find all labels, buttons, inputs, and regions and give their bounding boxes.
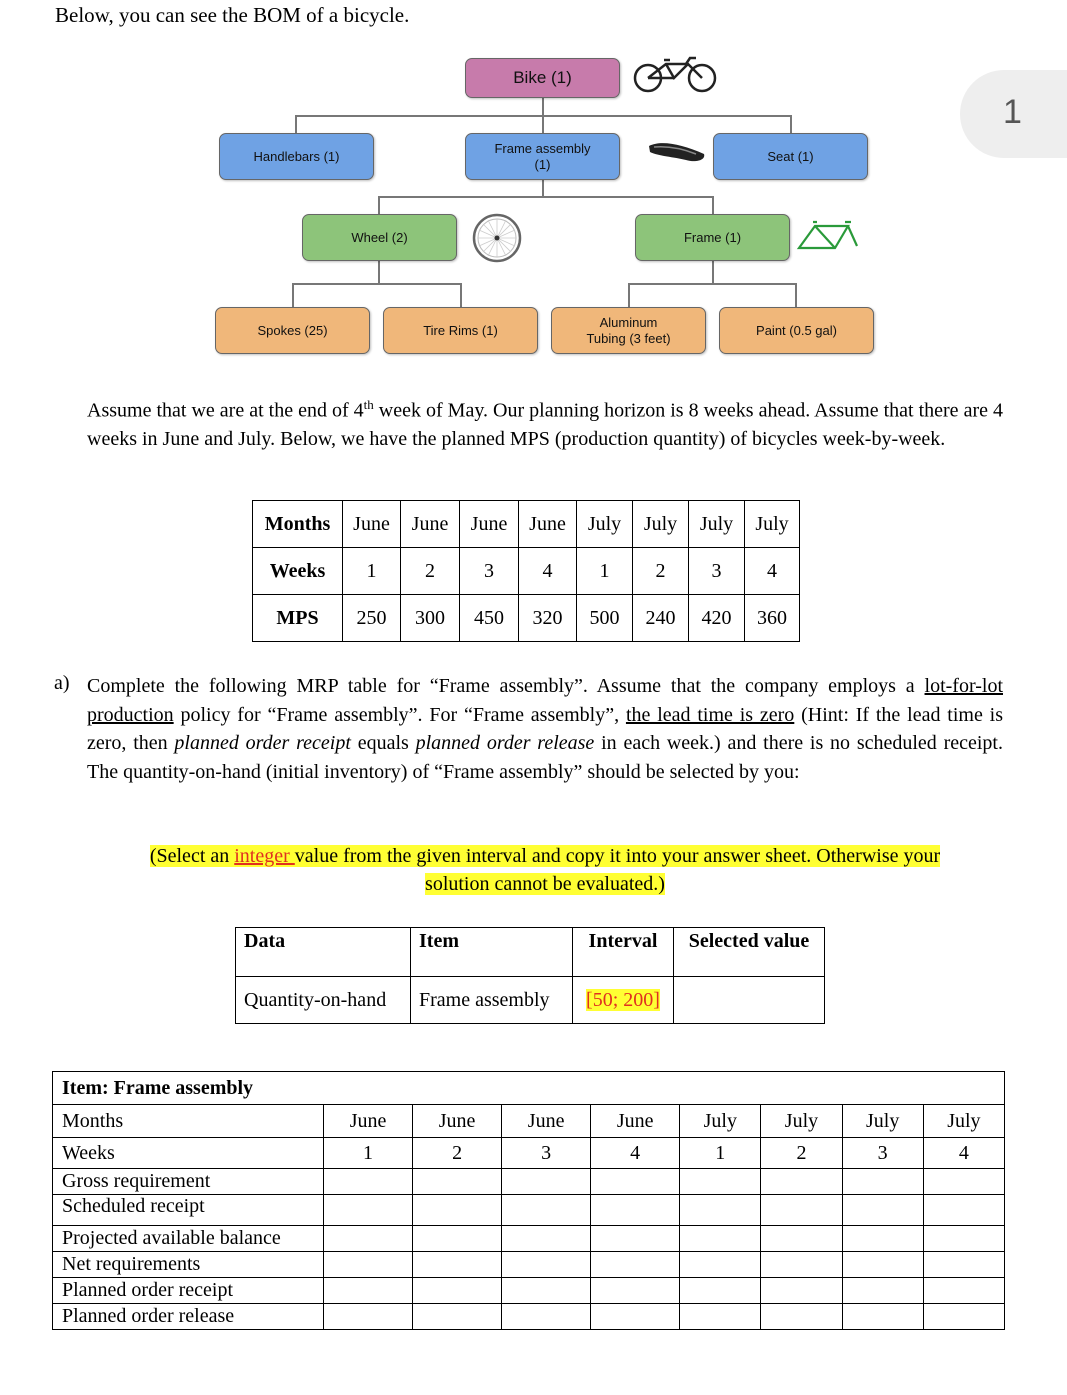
mrp-cell[interactable] xyxy=(324,1252,413,1278)
assume-paragraph xyxy=(87,391,1003,454)
mrp-cell[interactable] xyxy=(680,1278,761,1304)
mrp-planned-receipt-row xyxy=(53,1278,1005,1304)
mps-week-cell: 3 xyxy=(460,548,519,595)
mrp-row-label: Net requirements xyxy=(53,1252,324,1278)
mrp-week-cell: 3 xyxy=(842,1138,923,1169)
mps-month-cell: July xyxy=(689,501,745,548)
mrp-cell[interactable] xyxy=(324,1304,413,1330)
mrp-cell[interactable] xyxy=(842,1226,923,1252)
selected-value-cell[interactable] xyxy=(674,977,825,1024)
mrp-row-label: Gross requirement xyxy=(53,1169,324,1195)
mps-value-cell: 240 xyxy=(633,595,689,642)
mps-value-cell: 360 xyxy=(745,595,800,642)
mrp-months-label: Months xyxy=(53,1105,324,1138)
mps-weeks-label: Weeks xyxy=(253,548,343,595)
mrp-title: Item: Frame assembly xyxy=(53,1072,1005,1105)
question-underline-2: the lead time is zero xyxy=(625,703,795,726)
mrp-net-requirements-row xyxy=(53,1252,1005,1278)
bicycle-icon xyxy=(628,56,722,94)
connector xyxy=(378,196,380,214)
connector xyxy=(292,283,461,285)
intro-text: Below, you can see the BOM of a bicycle. xyxy=(55,3,410,27)
node-spokes: Spokes (25) xyxy=(215,307,370,354)
mrp-title-row xyxy=(53,1072,1005,1105)
selection-table xyxy=(235,927,825,1024)
mps-table xyxy=(252,500,800,642)
selection-note xyxy=(110,842,980,898)
mrp-cell[interactable] xyxy=(842,1304,923,1330)
node-paint: Paint (0.5 gal) xyxy=(719,307,874,354)
node-bike: Bike (1) xyxy=(465,58,620,98)
mrp-cell[interactable] xyxy=(502,1278,591,1304)
node-frame-assembly xyxy=(465,133,620,180)
mps-month-cell: June xyxy=(519,501,577,548)
node-seat: Seat (1) xyxy=(713,133,868,180)
node-tire-rims: Tire Rims (1) xyxy=(383,307,538,354)
mrp-month-cell: July xyxy=(842,1105,923,1138)
mps-month-cell: July xyxy=(745,501,800,548)
mrp-cell[interactable] xyxy=(761,1252,842,1278)
selection-header-selected: Selected value xyxy=(674,928,825,977)
mrp-month-cell: July xyxy=(761,1105,842,1138)
connector xyxy=(628,283,796,285)
mrp-scheduled-receipt-row xyxy=(53,1195,1005,1226)
mps-weeks-row xyxy=(253,548,800,595)
mrp-cell[interactable] xyxy=(761,1195,842,1226)
mrp-month-cell: June xyxy=(591,1105,680,1138)
question-italic-2: planned order release xyxy=(415,732,595,754)
connector xyxy=(790,115,792,133)
question-text-3: (Hint: If the lead time is zero, then xyxy=(87,703,1003,754)
node-frame-assembly-line1: Frame assembly xyxy=(494,140,591,156)
question-text-5: in each week.) and there is no scheduled receipt. The quantity-on-hand (initial inventory) of “Frame assembly” should be selected by you: xyxy=(87,732,1003,783)
mrp-cell[interactable] xyxy=(324,1195,413,1226)
mps-month-cell: June xyxy=(343,501,401,548)
mrp-cell[interactable] xyxy=(923,1278,1004,1304)
mrp-week-cell: 1 xyxy=(680,1138,761,1169)
selection-header-item: Item xyxy=(411,928,573,977)
mps-months-row xyxy=(253,501,800,548)
node-aluminum-tubing xyxy=(551,307,706,354)
interval-value: [50; 200] xyxy=(586,988,660,1011)
mrp-cell[interactable] xyxy=(923,1195,1004,1226)
mps-label: MPS xyxy=(253,595,343,642)
mrp-cell[interactable] xyxy=(842,1278,923,1304)
mrp-row-label: Planned order release xyxy=(53,1304,324,1330)
bike-frame-icon xyxy=(793,218,863,254)
mrp-cell[interactable] xyxy=(923,1252,1004,1278)
mps-week-cell: 2 xyxy=(633,548,689,595)
mrp-month-cell: July xyxy=(923,1105,1004,1138)
note-text-3: solution cannot be evaluated.) xyxy=(425,873,665,895)
connector xyxy=(628,283,630,307)
connector xyxy=(378,261,380,283)
mps-week-cell: 2 xyxy=(401,548,460,595)
mrp-cell[interactable] xyxy=(761,1278,842,1304)
connector xyxy=(712,261,714,283)
mrp-cell[interactable] xyxy=(842,1195,923,1226)
mps-value-cell: 500 xyxy=(577,595,633,642)
mrp-cell[interactable] xyxy=(591,1278,680,1304)
mps-value-cell: 450 xyxy=(460,595,519,642)
mrp-cell[interactable] xyxy=(680,1195,761,1226)
mrp-month-cell: July xyxy=(680,1105,761,1138)
connector xyxy=(295,115,791,117)
mrp-week-cell: 2 xyxy=(761,1138,842,1169)
page-number: 1 xyxy=(1003,93,1022,131)
mps-value-cell: 300 xyxy=(401,595,460,642)
mrp-cell[interactable] xyxy=(842,1169,923,1195)
mrp-cell[interactable] xyxy=(324,1226,413,1252)
mps-month-cell: July xyxy=(577,501,633,548)
mrp-cell[interactable] xyxy=(591,1304,680,1330)
assume-text-1: Assume that we are at the end of 4 xyxy=(87,399,364,422)
connector xyxy=(795,283,797,307)
mrp-months-row xyxy=(53,1105,1005,1138)
mrp-cell[interactable] xyxy=(502,1195,591,1226)
mps-value-cell: 420 xyxy=(689,595,745,642)
mps-value-cell: 320 xyxy=(519,595,577,642)
connector xyxy=(712,196,714,214)
saddle-icon xyxy=(646,138,708,168)
mrp-cell[interactable] xyxy=(761,1226,842,1252)
mrp-cell[interactable] xyxy=(413,1304,502,1330)
mrp-cell[interactable] xyxy=(413,1169,502,1195)
mrp-row-label: Projected available balance xyxy=(53,1226,324,1252)
mrp-cell[interactable] xyxy=(680,1226,761,1252)
mps-week-cell: 4 xyxy=(745,548,800,595)
connector xyxy=(378,196,713,198)
question-label: a) xyxy=(54,672,70,694)
question-text-4: equals xyxy=(350,732,416,754)
mrp-cell[interactable] xyxy=(842,1252,923,1278)
mrp-month-cell: June xyxy=(413,1105,502,1138)
mrp-week-cell: 4 xyxy=(923,1138,1004,1169)
mrp-cell[interactable] xyxy=(502,1226,591,1252)
assume-sup: th xyxy=(363,397,374,412)
mrp-week-cell: 4 xyxy=(591,1138,680,1169)
mrp-cell[interactable] xyxy=(502,1169,591,1195)
selection-header-interval: Interval xyxy=(573,928,674,977)
mrp-cell[interactable] xyxy=(413,1278,502,1304)
selection-interval-cell xyxy=(573,977,674,1024)
selection-header-row xyxy=(236,928,825,977)
mps-week-cell: 3 xyxy=(689,548,745,595)
mrp-cell[interactable] xyxy=(502,1304,591,1330)
node-frame: Frame (1) xyxy=(635,214,790,261)
mrp-cell[interactable] xyxy=(923,1304,1004,1330)
selection-item-cell: Frame assembly xyxy=(411,977,573,1024)
mrp-cell[interactable] xyxy=(591,1169,680,1195)
mrp-gross-requirement-row xyxy=(53,1169,1005,1195)
mrp-weeks-label: Weeks xyxy=(53,1138,324,1169)
mrp-cell[interactable] xyxy=(591,1252,680,1278)
node-wheel: Wheel (2) xyxy=(302,214,457,261)
node-aluminum-line2: Tubing (3 feet) xyxy=(586,330,671,346)
question-text-1: Complete the following MRP table for “Frame assembly”. Assume that the company employs a xyxy=(87,675,925,697)
mrp-cell[interactable] xyxy=(413,1195,502,1226)
mrp-month-cell: June xyxy=(324,1105,413,1138)
mrp-cell[interactable] xyxy=(680,1304,761,1330)
question-paragraph xyxy=(87,672,1003,786)
mrp-cell[interactable] xyxy=(923,1169,1004,1195)
mrp-week-cell: 3 xyxy=(502,1138,591,1169)
selection-header-data: Data xyxy=(236,928,411,977)
mps-week-cell: 4 xyxy=(519,548,577,595)
question-underline-1: lot-for-lot production xyxy=(87,675,1003,726)
mps-month-cell: June xyxy=(460,501,519,548)
note-text-2: value from the given interval and copy it into your answer sheet. Otherwise your xyxy=(294,845,941,867)
mrp-cell[interactable] xyxy=(502,1252,591,1278)
mps-months-label: Months xyxy=(253,501,343,548)
mrp-cell[interactable] xyxy=(923,1226,1004,1252)
mrp-cell[interactable] xyxy=(591,1195,680,1226)
connector xyxy=(460,283,462,307)
connector xyxy=(292,283,294,307)
mrp-cell[interactable] xyxy=(413,1252,502,1278)
mrp-row-label: Planned order receipt xyxy=(53,1278,324,1304)
mrp-cell[interactable] xyxy=(761,1304,842,1330)
mps-month-cell: June xyxy=(401,501,460,548)
wheel-icon xyxy=(468,213,526,263)
mrp-month-cell: June xyxy=(502,1105,591,1138)
assume-text-2: week of May. Our planning horizon is 8 weeks ahead. Assume that there are 4 weeks in June and July. Below, we have the planned MPS (production quantity) of bicycles week-by-week. xyxy=(87,399,1003,451)
mrp-cell[interactable] xyxy=(591,1226,680,1252)
mps-values-row xyxy=(253,595,800,642)
mps-value-cell: 250 xyxy=(343,595,401,642)
mrp-cell[interactable] xyxy=(324,1278,413,1304)
note-integer-word: integer xyxy=(234,845,295,867)
mrp-weeks-row xyxy=(53,1138,1005,1169)
mps-month-cell: July xyxy=(633,501,689,548)
mrp-week-cell: 2 xyxy=(413,1138,502,1169)
mrp-cell[interactable] xyxy=(324,1169,413,1195)
node-frame-assembly-line2: (1) xyxy=(534,156,551,172)
selection-value-row xyxy=(236,977,825,1024)
mps-week-cell: 1 xyxy=(343,548,401,595)
node-aluminum-line1: Aluminum xyxy=(599,314,658,330)
note-text-1: (Select an xyxy=(149,845,235,867)
mrp-week-cell: 1 xyxy=(324,1138,413,1169)
selection-data-cell: Quantity-on-hand xyxy=(236,977,411,1024)
mrp-cell[interactable] xyxy=(761,1169,842,1195)
mrp-table xyxy=(52,1071,1005,1330)
mps-week-cell: 1 xyxy=(577,548,633,595)
node-handlebars: Handlebars (1) xyxy=(219,133,374,180)
mrp-planned-release-row xyxy=(53,1304,1005,1330)
connector xyxy=(295,115,297,133)
mrp-row-label: Scheduled receipt xyxy=(53,1195,324,1226)
mrp-cell[interactable] xyxy=(680,1169,761,1195)
mrp-cell[interactable] xyxy=(680,1252,761,1278)
mrp-projected-balance-row xyxy=(53,1226,1005,1252)
question-italic-1: planned order receipt xyxy=(174,732,351,754)
mrp-cell[interactable] xyxy=(413,1226,502,1252)
question-text-2: policy for “Frame assembly”. For “Frame assembly”, xyxy=(173,703,626,726)
